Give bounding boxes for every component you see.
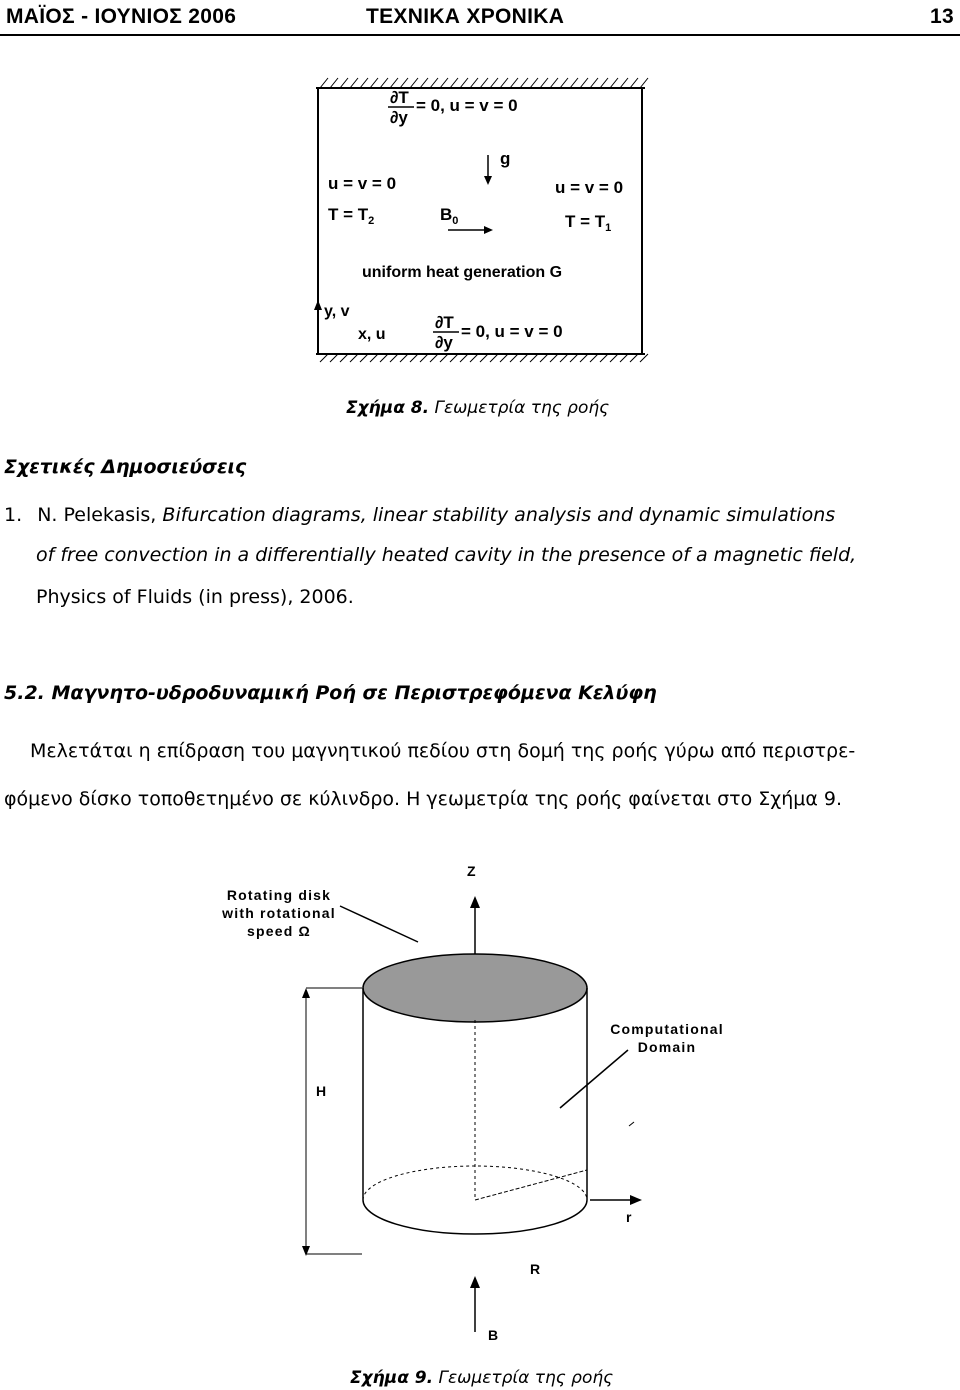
r-axis-label: r	[626, 1209, 632, 1225]
figure-9-caption	[350, 1368, 613, 1388]
z-axis-label: Z	[467, 863, 476, 879]
bottom-dT: ∂T	[435, 313, 454, 332]
radius-line	[475, 1170, 587, 1200]
magnetic-field-b-label: B	[488, 1327, 499, 1343]
magnetic-field-subscript: 0	[452, 215, 459, 227]
radius-label: R	[530, 1261, 541, 1277]
reference-1-author: N. Pelekasis,	[37, 504, 157, 526]
gravity-label: g	[500, 149, 511, 168]
rotating-disk-label-line-2: with rotational	[222, 905, 336, 921]
rotating-disk-label-line-1: Rotating disk	[226, 887, 332, 903]
figure-8-caption	[346, 398, 609, 418]
section-heading: 5.2. Μαγνητο-υδροδυναμική Ροή σε Περιστρεφόμενα Κελύφη	[4, 682, 657, 704]
magnetic-field-b-arrow-head	[470, 1276, 480, 1288]
height-arrow-top	[302, 988, 310, 998]
left-velocity-bc: u = v = 0	[328, 174, 397, 193]
rotating-disk	[363, 954, 587, 1022]
reference-1-journal: Physics of Fluids (in press), 2006.	[36, 586, 354, 608]
rotating-disk-label-line-3: speed Ω	[247, 923, 311, 939]
section-paragraph-line-2: φόμενο δίσκο τοποθετημένο σε κύλινδρο. Η γεωμετρία της ροής φαίνεται στο Σχήμα 9.	[4, 788, 843, 810]
left-temperature-subscript: 2	[368, 215, 375, 227]
z-axis-arrow-head	[470, 896, 480, 908]
y-axis-arrow-head	[314, 300, 322, 310]
reference-1-line-1	[4, 494, 835, 537]
top-dy: ∂y	[390, 108, 408, 127]
header-journal-title: ΤΕΧΝΙΚΑ ΧΡΟΝΙΚΑ	[366, 5, 565, 28]
domain-tick-mark	[629, 1122, 634, 1126]
gravity-arrow-head	[484, 176, 492, 185]
bottom-wall-hatch	[316, 354, 648, 362]
rotating-disk-label	[212, 886, 346, 940]
bottom-boundary-condition: = 0, u = v = 0	[461, 322, 563, 341]
x-axis-label: x, u	[358, 326, 386, 343]
header-page-number: 13	[930, 5, 954, 28]
computational-domain-label-line-1: Computational	[610, 1021, 724, 1037]
figure-9-caption-label: Σχήμα 9.	[350, 1368, 434, 1388]
reference-1-title-line-2	[36, 534, 856, 577]
figure-9-caption-text: Γεωμετρία της ροής	[438, 1368, 614, 1388]
page-header	[0, 0, 960, 36]
height-label: H	[316, 1083, 327, 1099]
bottom-dy: ∂y	[435, 333, 453, 352]
right-temperature-bc: $T = T_1$	[565, 212, 612, 234]
figure-8-caption-text: Γεωμετρία της ροής	[434, 398, 610, 418]
figure-8-diagram	[300, 70, 660, 370]
reference-1-number: 1.	[4, 504, 23, 526]
section-paragraph-line-1: Μελετάται η επίδραση του μαγνητικού πεδίου στη δομή της ροής γύρω από περιστρε-	[30, 740, 856, 762]
computational-domain-label	[598, 1020, 736, 1056]
right-temperature-subscript: 1	[605, 222, 612, 234]
top-dT: ∂T	[390, 88, 409, 107]
right-velocity-bc: u = v = 0	[555, 178, 624, 197]
publications-heading: Σχετικές Δημοσιεύσεις	[4, 456, 247, 478]
heat-generation-label: uniform heat generation G	[362, 264, 563, 281]
figure-9-diagram	[0, 850, 960, 1370]
y-axis-label: y, v	[324, 303, 350, 320]
top-wall-hatch	[316, 78, 648, 88]
cylinder-bottom-front	[363, 1200, 587, 1234]
reference-1-title-text: of free convection in a differentially heated cavity in the presence of a magnetic field,	[36, 544, 857, 566]
disk-label-leader	[340, 906, 418, 942]
domain-label-leader	[560, 1050, 628, 1108]
magnetic-field-arrow-head	[484, 226, 493, 234]
reference-1-title-line-1: Bifurcation diagrams, linear stability analysis and dynamic simulations	[162, 504, 836, 526]
magnetic-field-label: $B_0$	[440, 205, 459, 227]
computational-domain-label-line-2: Domain	[637, 1039, 697, 1055]
left-temperature-bc: $T = T_2$	[328, 205, 375, 227]
figure-8-caption-label: Σχήμα 8.	[346, 398, 430, 418]
header-issue: ΜΑΪΟΣ - ΙΟΥΝΙΟΣ 2006	[6, 5, 237, 28]
top-boundary-condition: = 0, u = v = 0	[416, 96, 518, 115]
r-axis-arrow-head	[630, 1195, 642, 1205]
